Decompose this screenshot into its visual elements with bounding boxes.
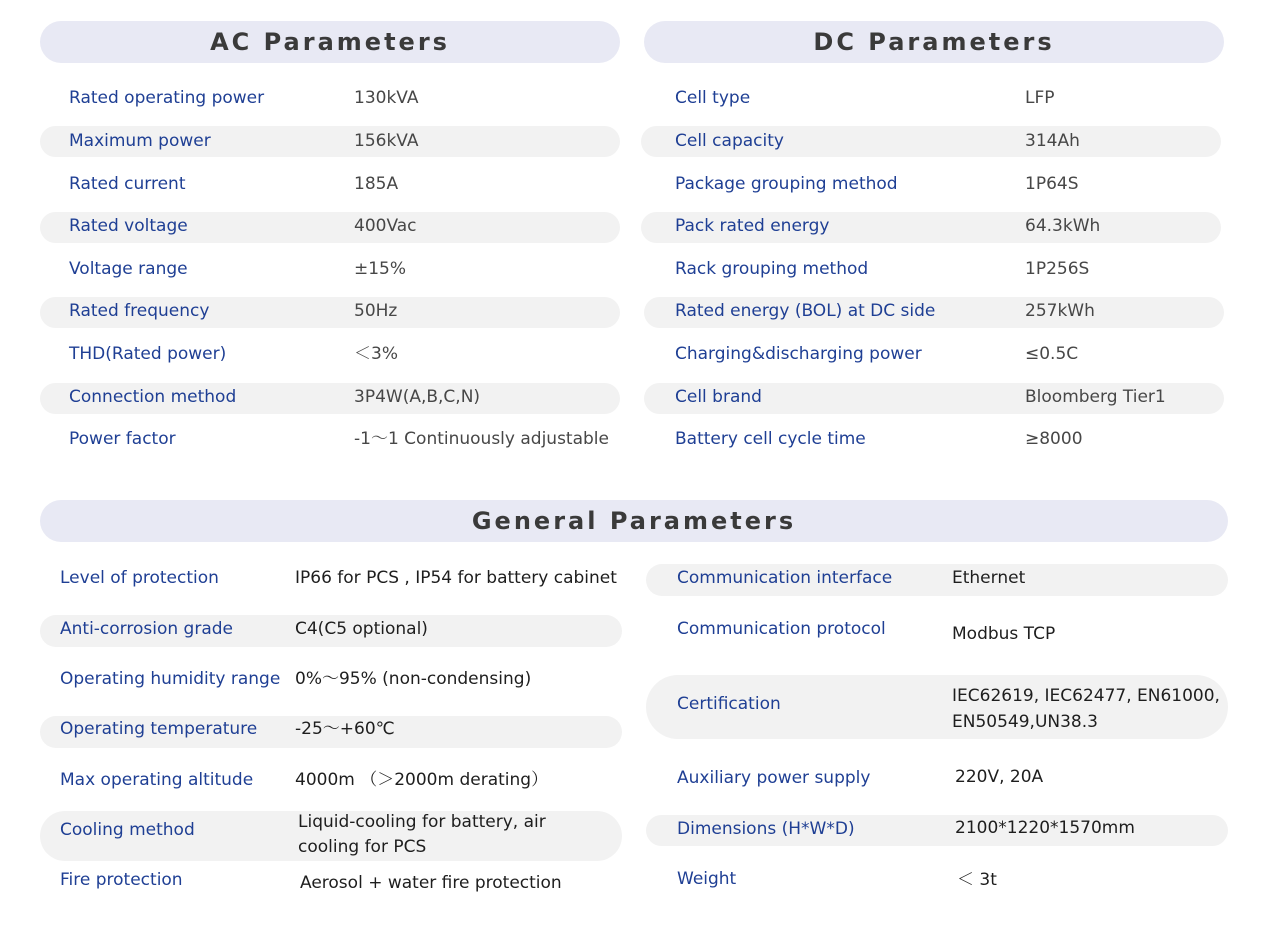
dc-value: 1P256S bbox=[1025, 259, 1090, 279]
ac-value: 130kVA bbox=[354, 88, 419, 108]
ac-label: Rated voltage bbox=[69, 216, 188, 236]
general-label: Dimensions (H*W*D) bbox=[677, 819, 855, 839]
general-value: IP66 for PCS , IP54 for battery cabinet bbox=[295, 568, 617, 588]
general-label: Anti-corrosion grade bbox=[60, 619, 233, 639]
dc-value: 64.3kWh bbox=[1025, 216, 1101, 236]
general-label: Max operating altitude bbox=[60, 770, 254, 790]
ac-label: Rated frequency bbox=[69, 301, 210, 321]
ac-label: Voltage range bbox=[69, 259, 188, 279]
dc-label: Pack rated energy bbox=[675, 216, 830, 236]
dc-value: ≥8000 bbox=[1025, 429, 1083, 449]
ac-label: Maximum power bbox=[69, 131, 211, 151]
dc-value: LFP bbox=[1025, 88, 1055, 108]
general-value: -25～+60℃ bbox=[295, 719, 395, 739]
ac-value: ＜3% bbox=[354, 344, 398, 364]
general-value: Modbus TCP bbox=[952, 624, 1056, 644]
general-value: 4000m （＞2000m derating） bbox=[295, 770, 549, 790]
general-value: Ethernet bbox=[952, 568, 1026, 588]
general-label: Fire protection bbox=[60, 870, 183, 890]
ac-value: 185A bbox=[354, 174, 399, 194]
dc-label: Charging&discharging power bbox=[675, 344, 922, 364]
general-value-line: EN50549,UN38.3 bbox=[952, 712, 1098, 732]
ac-label: Power factor bbox=[69, 429, 176, 449]
ac-label: THD(Rated power) bbox=[69, 344, 227, 364]
dc-label: Package grouping method bbox=[675, 174, 898, 194]
dc-label: Battery cell cycle time bbox=[675, 429, 866, 449]
dc-label: Cell capacity bbox=[675, 131, 784, 151]
ac-value: 3P4W(A,B,C,N) bbox=[354, 387, 481, 407]
general-label: Auxiliary power supply bbox=[677, 768, 871, 788]
general-value: 0%～95% (non-condensing) bbox=[295, 669, 532, 689]
ac-label: Rated operating power bbox=[69, 88, 265, 108]
general-value-line: Liquid-cooling for battery, air bbox=[298, 812, 546, 832]
ac-value: 156kVA bbox=[354, 131, 419, 151]
general-label: Weight bbox=[677, 869, 737, 889]
dc-label: Rated energy (BOL) at DC side bbox=[675, 301, 936, 321]
dc-parameters-header: DC Parameters bbox=[644, 21, 1224, 63]
general-label: Communication protocol bbox=[677, 619, 886, 639]
dc-value: 257kWh bbox=[1025, 301, 1095, 321]
general-value: Aerosol + water fire protection bbox=[300, 873, 562, 893]
dc-label: Cell type bbox=[675, 88, 751, 108]
dc-label: Rack grouping method bbox=[675, 259, 869, 279]
general-parameters-header: General Parameters bbox=[40, 500, 1228, 542]
general-value-line: IEC62619, IEC62477, EN61000, bbox=[952, 686, 1220, 706]
ac-value: ±15% bbox=[354, 259, 407, 279]
general-label: Certification bbox=[677, 694, 781, 714]
dc-value: Bloomberg Tier1 bbox=[1025, 387, 1166, 407]
ac-label: Rated current bbox=[69, 174, 186, 194]
dc-value: 314Ah bbox=[1025, 131, 1080, 151]
dc-value: 1P64S bbox=[1025, 174, 1079, 194]
general-label: Cooling method bbox=[60, 820, 195, 840]
general-value: 220V, 20A bbox=[955, 767, 1044, 787]
ac-label: Connection method bbox=[69, 387, 237, 407]
general-label: Communication interface bbox=[677, 568, 893, 588]
ac-value: -1～1 Continuously adjustable bbox=[354, 429, 609, 449]
general-value-line: cooling for PCS bbox=[298, 837, 427, 857]
general-value: C4(C5 optional) bbox=[295, 619, 428, 639]
ac-value: 400Vac bbox=[354, 216, 417, 236]
dc-value: ≤0.5C bbox=[1025, 344, 1079, 364]
ac-parameters-header: AC Parameters bbox=[40, 21, 620, 63]
ac-value: 50Hz bbox=[354, 301, 398, 321]
general-label: Operating humidity range bbox=[60, 669, 281, 689]
dc-label: Cell brand bbox=[675, 387, 762, 407]
general-value: ＜ 3t bbox=[957, 870, 997, 890]
general-label: Operating temperature bbox=[60, 719, 258, 739]
general-value: 2100*1220*1570mm bbox=[955, 818, 1135, 838]
general-label: Level of protection bbox=[60, 568, 219, 588]
